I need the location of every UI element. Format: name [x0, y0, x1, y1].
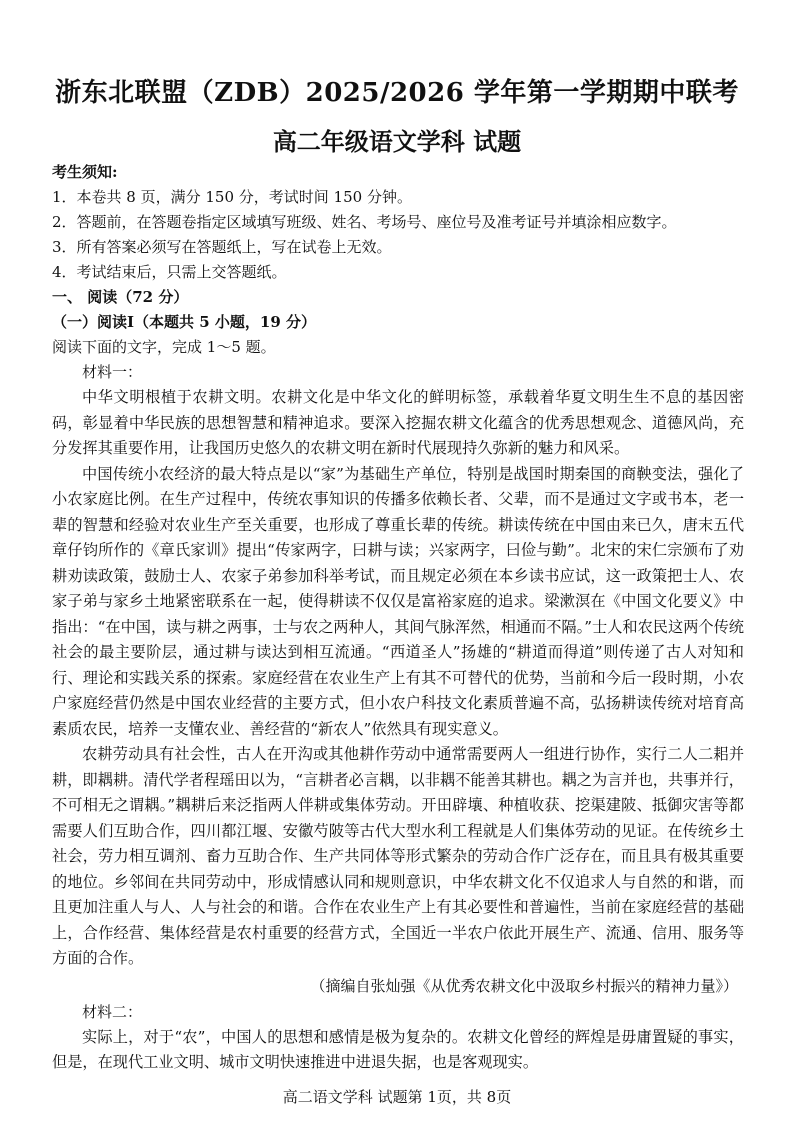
material2-paragraph: 实际上，对于“农”，中国人的思想和感情是极为复杂的。农耕文化曾经的辉煌是毋庸置疑的事实，但是，在现代工业文明、城市文明快速推进中进退失据，也是客观现实。 [52, 1027, 744, 1071]
reading-instruction: 阅读下面的文字，完成 1～5 题。 [52, 338, 276, 356]
notice-item: 4．考试结束后，只需上交答题纸。 [52, 263, 287, 281]
exam-content [52, 160, 744, 1076]
notice-item: 1．本卷共 8 页，满分 150 分，考试时间 150 分钟。 [52, 188, 412, 206]
material-label: 材料二： [82, 1002, 143, 1021]
notice-item: 3．所有答案必须写在答题纸上，写在试卷上无效。 [52, 238, 392, 256]
exam-title: 浙东北联盟（ZDB）2025/2026 学年第一学期期中联考 [55, 78, 739, 108]
notice-heading: 考生须知: [52, 163, 118, 181]
exam-subtitle: 高二年级语文学科 试题 [272, 127, 522, 156]
material1-paragraph: 农耕劳动具有社会性，古人在开沟或其他耕作劳动中通常需要两人一组进行协作，实行二人二耜并耕，即耦耕。清代学者程瑶田以为，“言耕者必言耦，以非耦不能善其耕也。耦之为言并也，共事并行，不可相无之谓耦。”耦耕后来泛指两人伴耕或集体劳动。开田辟壤、种植收获、挖渠建陂、抵御灾害等都需要人们互助合作，四川都江堰、安徽芍陂等古代大型水利工程就是人们集体劳动的见证。在传统乡土社会，劳力相互调剂、畜力互助合作、生产共同体等形式繁杂的劳动合作广泛存在，而且具有极其重要的地位。乡邻间在共同劳动中，形成情感认同和规则意识，中华农耕文化不仅追求人与自然的和谐，而且更加注重人与人、人与社会的和谐。合作在农业生产上有其必要性和普遍性，当前在家庭经营的基础上，合作经营、集体经营是农村重要的经营方式，全国近一半农户依此开展生产、流通、信用、服务等方面的合作。 [52, 745, 744, 967]
page-footer: 高二语文学科 试题第 1页，共 8页 [282, 1088, 512, 1106]
subsection-title: （一）阅读Ⅰ（本题共 5 小题，19 分） [52, 313, 316, 331]
material1-paragraph: 中国传统小农经济的最大特点是以“家”为基础生产单位，特别是战国时期秦国的商鞅变法，强化了小农家庭比例。在生产过程中，传统农事知识的传播多依赖长者、父辈，而不是通过文字或书本，老一辈的智慧和经验对农业生产至关重要，也形成了尊重长辈的传统。耕读传统在中国由来已久，唐末五代章仔钧所作的《章氏家训》提出“传家两字，曰耕与读；兴家两字，曰俭与勤”。北宋的宋仁宗颁布了劝耕劝读政策，鼓励士人、农家子弟参加科举考试，而且规定必须在本乡读书应试，这一政策把士人、农家子弟与家乡土地紧密联系在一起，使得耕读不仅仅是富裕家庭的追求。梁漱溟在《中国文化要义》中指出：“在中国，读与耕之两事，士与农之两种人，其间气脉浑然，相通而不隔。”士人和农民这两个传统社会的最主要阶层，通过耕与读达到相互流通。“西道圣人”扬雄的“耕道而得道”则传递了古人对知和行、理论和实践关系的探索。家庭经营在农业生产上有其不可替代的优势，当前和今后一段时期，小农户家庭经营仍然是中国农业经营的主要方式，但小农户科技文化素质普遍不高，弘扬耕读传统对培育高素质农民，培养一支懂农业、善经营的“新农人”依然具有现实意义。 [52, 464, 744, 738]
notice-item: 2．答题前，在答题卷指定区域填写班级、姓名、考场号、座位号及准考证号并填涂相应数字。 [52, 213, 677, 231]
material1-paragraph: 中华文明根植于农耕文明。农耕文化是中华文化的鲜明标签，承载着华夏文明生生不息的基因密码，彰显着中华民族的思想智慧和精神追求。要深入挖掘农耕文化蕴含的优秀思想观念、道德风尚，充分发挥其重要作用，让我国历史悠久的农耕文明在新时代展现持久弥新的魅力和风采。 [52, 388, 744, 457]
material1-source: （摘编自张灿强《从优秀农耕文化中汲取乡村振兴的精神力量》） [310, 976, 738, 995]
material-label: 材料一： [82, 363, 143, 381]
section-title: 一、 阅读（72 分） [52, 288, 189, 306]
